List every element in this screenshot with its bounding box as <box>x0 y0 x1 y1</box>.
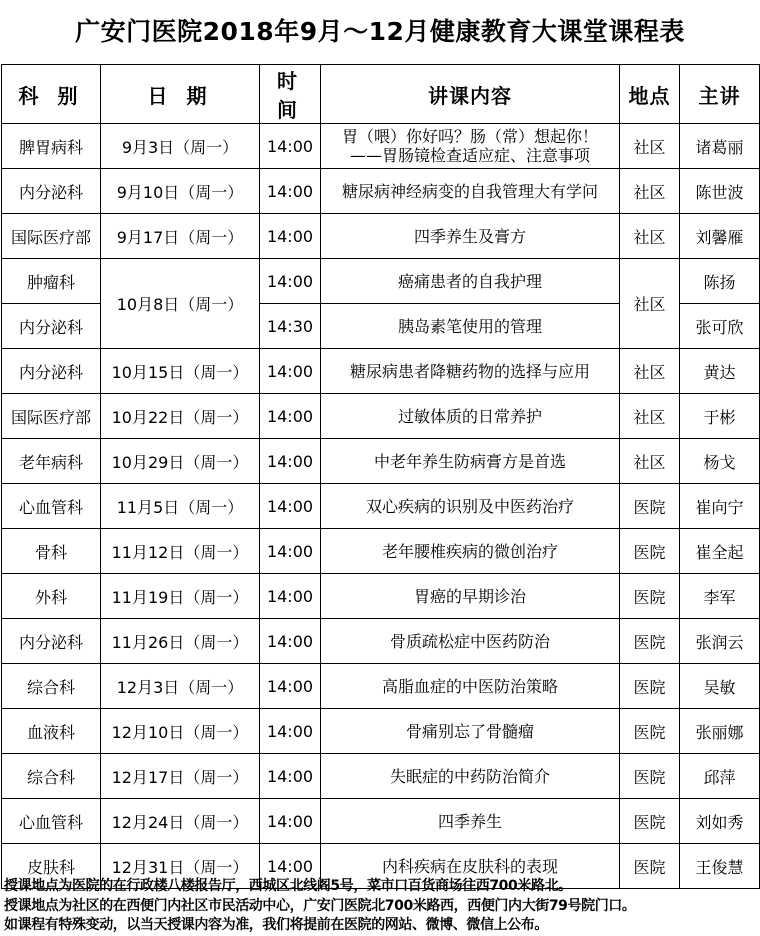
department-cell: 老年病科 <box>2 439 101 484</box>
speaker-cell: 张丽娜 <box>680 709 760 754</box>
header-department: 科 别 <box>2 65 101 124</box>
time-cell: 14:00 <box>260 349 321 394</box>
footnote-community-location: 授课地点为社区的在西便门内社区市民活动中心，广安门医院北700米路西，西便门内大街79号院门口。 <box>4 897 636 914</box>
speaker-cell: 杨戈 <box>680 439 760 484</box>
table-row <box>2 484 760 529</box>
footnote-hospital-location: 授课地点为医院的在行政楼八楼报告厅，西城区北线阁5号，菜市口百货商场往西700米路北。 <box>4 878 572 894</box>
time-cell: 14:00 <box>260 754 321 799</box>
date-cell: 10月22日（周一） <box>101 394 260 439</box>
topic-line: 糖尿病神经病变的自我管理大有学问 <box>341 181 598 201</box>
department-cell: 综合科 <box>2 754 101 799</box>
time-cell: 14:00 <box>260 439 321 484</box>
topic-line: 过敏体质的日常养护 <box>397 406 542 426</box>
department-cell: 外科 <box>2 574 101 619</box>
header-time: 时 间 <box>260 65 321 124</box>
time-cell: 14:00 <box>260 529 321 574</box>
location-cell: 医院 <box>620 529 680 574</box>
speaker-cell: 张润云 <box>680 619 760 664</box>
location-cell: 社区 <box>620 124 680 169</box>
topic-cell <box>321 169 620 214</box>
topic-cell <box>321 664 620 709</box>
topic-cell <box>321 484 620 529</box>
speaker-cell: 吴敏 <box>680 664 760 709</box>
speaker-cell: 邱萍 <box>680 754 760 799</box>
table-row <box>2 394 760 439</box>
date-cell: 10月29日（周一） <box>101 439 260 484</box>
table-row <box>2 664 760 709</box>
topic-cell <box>321 709 620 754</box>
location-cell: 社区 <box>620 259 680 349</box>
speaker-cell: 刘馨雁 <box>680 214 760 259</box>
location-cell: 社区 <box>620 214 680 259</box>
topic-cell <box>321 394 620 439</box>
topic-line: 糖尿病患者降糖药物的选择与应用 <box>349 361 590 381</box>
location-cell: 医院 <box>620 844 680 889</box>
topic-line: 胃（喂）你好吗？肠（常）想起你！ <box>341 127 598 146</box>
date-cell: 9月17日（周一） <box>101 214 260 259</box>
time-cell: 14:00 <box>260 484 321 529</box>
date-cell: 9月10日（周一） <box>101 169 260 214</box>
topic-line: ——胃肠镜检查适应症、注意事项 <box>349 146 590 165</box>
location-cell: 社区 <box>620 394 680 439</box>
topic-line: 骨质疏松症中医药防治 <box>389 631 550 651</box>
speaker-cell: 张可欣 <box>680 304 760 349</box>
time-cell: 14:00 <box>260 664 321 709</box>
location-cell: 社区 <box>620 439 680 484</box>
topic-line: 老年腰椎疾病的微创治疗 <box>381 541 558 561</box>
header-date: 日 期 <box>101 65 260 124</box>
topic-line: 双心疾病的识别及中医药治疗 <box>365 496 574 516</box>
footnotes <box>4 877 758 936</box>
topic-line: 四季养生及膏方 <box>413 226 526 246</box>
table-row <box>2 619 760 664</box>
location-cell: 医院 <box>620 709 680 754</box>
time-cell: 14:00 <box>260 214 321 259</box>
time-cell: 14:00 <box>260 574 321 619</box>
date-cell: 11月12日（周一） <box>101 529 260 574</box>
time-cell: 14:00 <box>260 709 321 754</box>
table-row <box>2 754 760 799</box>
date-cell: 12月10日（周一） <box>101 709 260 754</box>
department-cell: 内分泌科 <box>2 349 101 394</box>
department-cell: 血液科 <box>2 709 101 754</box>
date-cell: 10月8日（周一） <box>101 259 260 349</box>
topic-cell <box>321 799 620 844</box>
location-cell: 医院 <box>620 484 680 529</box>
table-row <box>2 214 760 259</box>
department-cell: 心血管科 <box>2 799 101 844</box>
location-cell: 医院 <box>620 574 680 619</box>
date-cell: 11月26日（周一） <box>101 619 260 664</box>
table-row <box>2 529 760 574</box>
department-cell: 内分泌科 <box>2 619 101 664</box>
topic-line: 胃癌的早期诊治 <box>413 586 526 606</box>
topic-cell <box>321 124 620 169</box>
topic-cell <box>321 304 620 349</box>
location-cell: 医院 <box>620 664 680 709</box>
department-cell: 皮肤科 <box>2 844 101 889</box>
table-row <box>2 259 760 304</box>
topic-cell <box>321 259 620 304</box>
topic-cell <box>321 754 620 799</box>
department-cell: 内分泌科 <box>2 304 101 349</box>
date-cell: 10月15日（周一） <box>101 349 260 394</box>
header-location: 地点 <box>620 65 680 124</box>
date-cell: 12月3日（周一） <box>101 664 260 709</box>
table-row <box>2 709 760 754</box>
speaker-cell: 黄达 <box>680 349 760 394</box>
location-cell: 医院 <box>620 799 680 844</box>
topic-line: 中老年养生防病膏方是首选 <box>373 451 566 471</box>
topic-cell <box>321 349 620 394</box>
topic-line: 四季养生 <box>437 811 502 831</box>
topic-line: 胰岛素笔使用的管理 <box>397 316 542 336</box>
speaker-cell: 崔向宁 <box>680 484 760 529</box>
date-cell: 12月31日（周一） <box>101 844 260 889</box>
department-cell: 骨科 <box>2 529 101 574</box>
topic-cell <box>321 619 620 664</box>
department-cell: 肿瘤科 <box>2 259 101 304</box>
header-topic: 讲课内容 <box>321 65 620 124</box>
footnote-schedule-change: 如课程有特殊变动，以当天授课内容为准，我们将提前在医院的网站、微博、微信上公布。 <box>4 917 548 933</box>
topic-line: 癌痛患者的自我护理 <box>397 271 542 291</box>
topic-cell <box>321 529 620 574</box>
speaker-cell: 诸葛丽 <box>680 124 760 169</box>
table-row <box>2 349 760 394</box>
department-cell: 心血管科 <box>2 484 101 529</box>
topic-line: 内科疾病在皮肤科的表现 <box>381 856 558 876</box>
department-cell: 国际医疗部 <box>2 394 101 439</box>
header-speaker: 主讲 <box>680 65 760 124</box>
course-schedule-table <box>1 64 760 889</box>
time-cell: 14:00 <box>260 124 321 169</box>
topic-line: 高脂血症的中医防治策略 <box>381 676 558 696</box>
table-row <box>2 124 760 169</box>
table-row <box>2 574 760 619</box>
table-header-row <box>2 65 760 124</box>
location-cell: 医院 <box>620 619 680 664</box>
department-cell: 国际医疗部 <box>2 214 101 259</box>
time-cell: 14:00 <box>260 844 321 889</box>
speaker-cell: 陈世波 <box>680 169 760 214</box>
speaker-cell: 崔全起 <box>680 529 760 574</box>
topic-cell <box>321 574 620 619</box>
date-cell: 11月5日（周一） <box>101 484 260 529</box>
time-cell: 14:00 <box>260 394 321 439</box>
topic-line: 骨痛别忘了骨髓瘤 <box>405 721 534 741</box>
time-cell: 14:00 <box>260 169 321 214</box>
table-row <box>2 799 760 844</box>
time-cell: 14:30 <box>260 304 321 349</box>
location-cell: 医院 <box>620 754 680 799</box>
department-cell: 内分泌科 <box>2 169 101 214</box>
time-cell: 14:00 <box>260 799 321 844</box>
topic-cell <box>321 439 620 484</box>
time-cell: 14:00 <box>260 259 321 304</box>
date-cell: 12月24日（周一） <box>101 799 260 844</box>
location-cell: 社区 <box>620 349 680 394</box>
page-title: 广安门医院2018年9月～12月健康教育大课堂课程表 <box>75 17 685 46</box>
speaker-cell: 王俊慧 <box>680 844 760 889</box>
time-cell: 14:00 <box>260 619 321 664</box>
speaker-cell: 陈扬 <box>680 259 760 304</box>
location-cell: 社区 <box>620 169 680 214</box>
speaker-cell: 李军 <box>680 574 760 619</box>
department-cell: 综合科 <box>2 664 101 709</box>
topic-cell <box>321 214 620 259</box>
speaker-cell: 刘如秀 <box>680 799 760 844</box>
speaker-cell: 于彬 <box>680 394 760 439</box>
table-row <box>2 169 760 214</box>
date-cell: 11月19日（周一） <box>101 574 260 619</box>
table-row <box>2 439 760 484</box>
date-cell: 12月17日（周一） <box>101 754 260 799</box>
topic-line: 失眠症的中药防治简介 <box>389 766 550 786</box>
department-cell: 脾胃病科 <box>2 124 101 169</box>
date-cell: 9月3日（周一） <box>101 124 260 169</box>
